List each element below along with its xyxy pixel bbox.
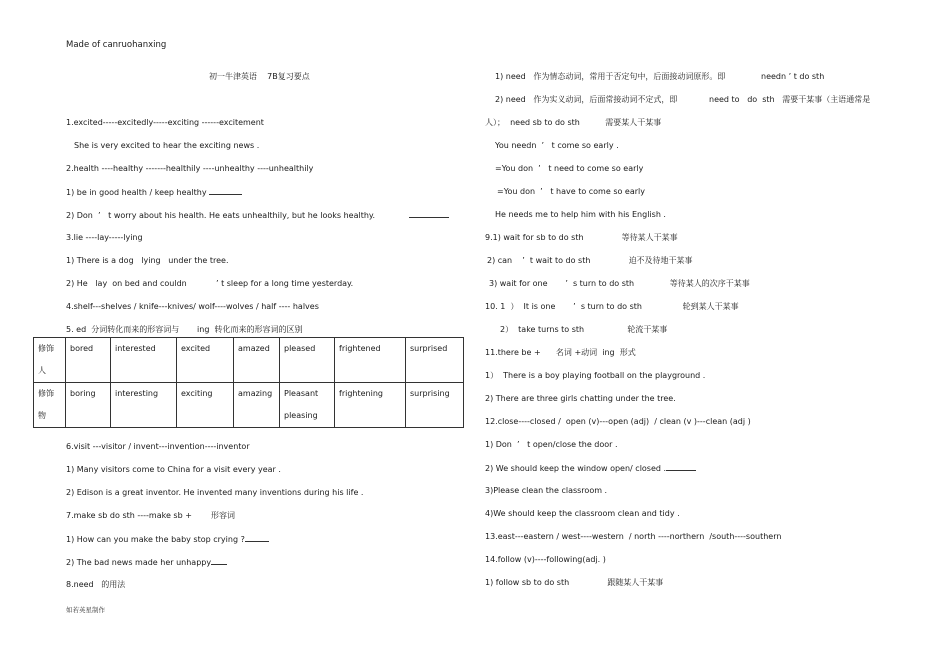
- answer-blank: [209, 186, 242, 195]
- table-cell: Pleasant pleasing: [280, 383, 335, 428]
- answer-blank: [245, 533, 269, 542]
- left-line-16-text: 2) The bad news made her unhappy: [66, 558, 212, 567]
- table-cell: boring: [66, 383, 111, 428]
- table-cell: amazing: [234, 383, 280, 428]
- left-line-8: 2) He lay on bed and couldn: [66, 279, 187, 288]
- right-line-1b: needn ’ t do sth: [761, 72, 825, 81]
- table-cell: interesting: [111, 383, 177, 428]
- right-line-4: You needn ’ t come so early .: [495, 141, 619, 150]
- right-line-14: 1） There is a boy playing football on the playground .: [485, 371, 706, 380]
- table-cell: pleased: [280, 338, 335, 383]
- left-line-15: [66, 533, 269, 545]
- table-cell: excited: [177, 338, 234, 383]
- right-line-5: =You don ’ t need to come so early: [495, 164, 644, 173]
- right-line-2b: need to do sth 需要干某事（主语通常是: [709, 95, 871, 104]
- left-line-8b: ’ t sleep for a long time yesterday.: [216, 279, 354, 288]
- table-cell: surprised: [406, 338, 464, 383]
- right-line-13: 11.there be + 名词 +动词 ing 形式: [485, 348, 636, 357]
- left-line-16: [66, 556, 227, 568]
- answer-blank: [666, 462, 696, 471]
- left-line-14: 7.make sb do sth ----make sb +: [66, 511, 192, 520]
- right-line-22: 14.follow (v)----following(adj. ): [485, 555, 606, 564]
- right-line-6: =You don ’ t have to come so early: [497, 187, 645, 196]
- left-line-3: 2.health ----healthy -------healthily ----unhealthy ----unhealthily: [66, 164, 314, 173]
- left-line-17: 8.need 的用法: [66, 580, 126, 589]
- right-line-16: 12.close----closed / open (v)---open (adj) / clean (v )---clean (adj ): [485, 417, 751, 426]
- adjective-table: [33, 337, 464, 428]
- right-line-23: 1) follow sb to do sth 跟随某人干某事: [485, 578, 664, 587]
- right-line-8: 9.1) wait for sb to do sth 等待某人干某事: [485, 233, 678, 242]
- right-line-3: 人）； need sb to do sth 需要某人干某事: [485, 118, 662, 127]
- table-row: [34, 338, 464, 383]
- left-line-5: [66, 209, 449, 221]
- right-line-20: 4)We should keep the classroom clean and tidy .: [485, 509, 680, 518]
- right-line-11: 10. 1 ） It is one ’ s turn to do sth 轮到某人干某事: [485, 302, 739, 311]
- right-line-1: 1) need 作为情态动词，常用于否定句中，后面接动词原形。即: [495, 72, 726, 81]
- right-line-18-text: 2) We should keep the window open/ closed .: [485, 464, 667, 473]
- table-cell: exciting: [177, 383, 234, 428]
- left-line-14b: 形容词: [211, 511, 235, 520]
- left-line-12: 1) Many visitors come to China for a visit every year .: [66, 465, 281, 474]
- right-line-2: 2) need 作为实义动词，后面常接动词不定式，即: [495, 95, 678, 104]
- left-line-6: 3.lie ----lay-----lying: [66, 233, 143, 242]
- right-line-9: 2) can ’ t wait to do sth 迫不及待地干某事: [487, 256, 693, 265]
- left-line-4: [66, 186, 242, 198]
- right-line-19: 3)Please clean the classroom .: [485, 486, 608, 495]
- left-line-2: [74, 140, 259, 151]
- right-line-12: 2） take turns to sth 轮流干某事: [500, 325, 668, 334]
- left-line-1: 1.excited-----excitedly-----exciting ------excitement: [66, 118, 264, 127]
- table-cell: bored: [66, 338, 111, 383]
- table-row: [34, 383, 464, 428]
- right-line-21: 13.east---eastern / west----western / north ----northern /south----southern: [485, 532, 782, 541]
- table-cell: 修饰人: [34, 338, 66, 383]
- answer-blank: [211, 556, 227, 565]
- right-line-10: 3) wait for one ’ s turn to do sth 等待某人的次序干某事: [489, 279, 750, 288]
- left-line-11: 6.visit ---visitor / invent---invention----inventor: [66, 442, 250, 451]
- left-line-7: 1) There is a dog lying under the tree.: [66, 256, 229, 265]
- answer-blank: [409, 209, 449, 218]
- left-line-9: 4.shelf---shelves / knife---knives/ wolf----wolves / half ---- halves: [66, 302, 319, 311]
- table-cell: frightened: [335, 338, 406, 383]
- table-cell: interested: [111, 338, 177, 383]
- left-line-15-text: 1) How can you make the baby stop crying ?: [66, 535, 245, 544]
- table-cell: frightening: [335, 383, 406, 428]
- left-line-4-text: 1) be in good health / keep healthy: [66, 188, 207, 197]
- left-line-13: 2) Edison is a great inventor. He invented many inventions during his life .: [66, 488, 364, 497]
- right-line-17: 1) Don ’ t open/close the door .: [485, 440, 618, 449]
- right-line-15: 2) There are three girls chatting under the tree.: [485, 394, 676, 403]
- page-title: 初一牛津英语 7B复习要点: [209, 72, 310, 81]
- footer-note: 如若英星制作: [66, 606, 105, 614]
- right-line-18: [485, 462, 696, 474]
- left-line-5-text: 2) Don ’ t worry about his health. He eats unhealthily, but he looks healthy.: [66, 211, 376, 220]
- left-line-10: 5. ed 分词转化而来的形容词与 ing 转化而来的形容词的区别: [66, 325, 303, 334]
- table-cell: 修饰物: [34, 383, 66, 428]
- left-line-2-text: She is very excited to hear the exciting news .: [74, 141, 260, 150]
- made-of-note: Made of canruohanxing: [66, 40, 167, 50]
- table-cell: surprising: [406, 383, 464, 428]
- table-cell: amazed: [234, 338, 280, 383]
- right-line-7: He needs me to help him with his English .: [495, 210, 666, 219]
